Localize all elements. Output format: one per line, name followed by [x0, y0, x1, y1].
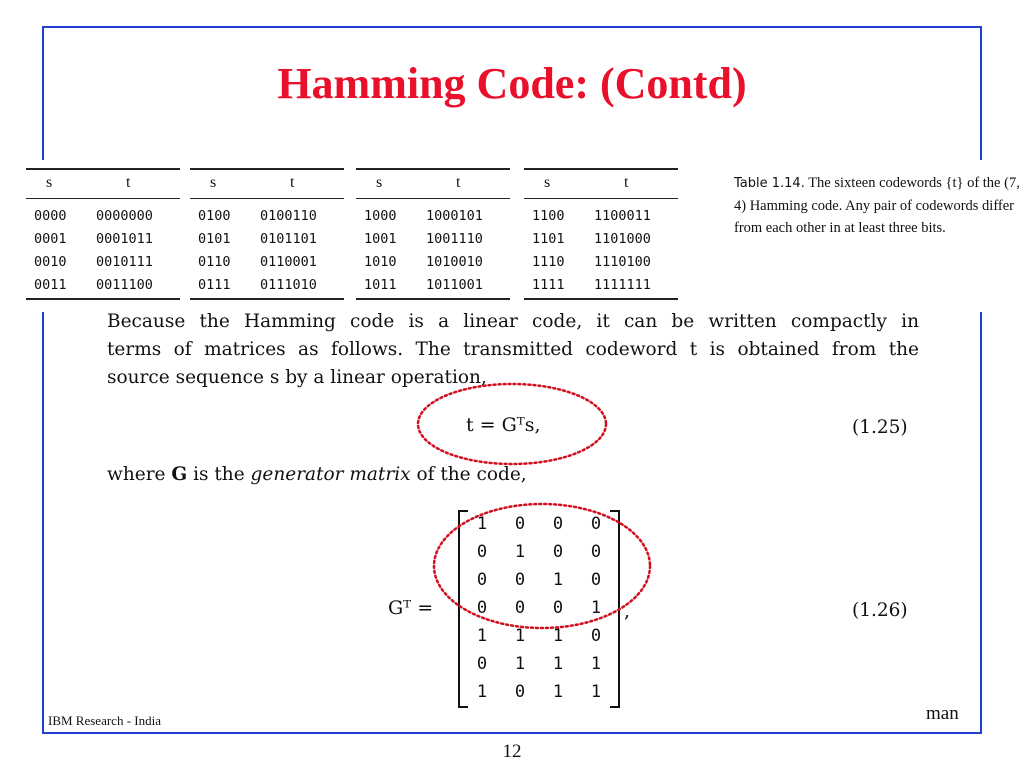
codeword-block	[356, 168, 510, 300]
table-rule	[190, 168, 344, 170]
matrix-cell: 1	[590, 654, 602, 674]
source-cell: 1111	[532, 277, 565, 293]
where-g: G	[171, 464, 188, 485]
equation-1: t = Gᵀs,	[466, 414, 541, 436]
codeword-cell: 0000000	[96, 208, 153, 224]
matrix-row	[472, 568, 608, 596]
source-cell: 0000	[34, 208, 67, 224]
column-header-s: s	[544, 174, 551, 191]
column-header-t: t	[126, 174, 131, 191]
codeword-cell: 0010111	[96, 254, 153, 270]
table-row	[524, 277, 678, 300]
matrix-cell: 1	[514, 626, 526, 646]
matrix-cell: 0	[590, 514, 602, 534]
where-mid: is the	[187, 464, 251, 485]
source-cell: 1010	[364, 254, 397, 270]
matrix-right-bracket	[610, 510, 620, 708]
codeword-cell: 0100110	[260, 208, 317, 224]
table-row	[26, 208, 180, 231]
table-row	[524, 254, 678, 277]
matrix-cell: 1	[552, 682, 564, 702]
matrix-comma: ,	[624, 600, 631, 622]
codeword-cell: 1001110	[426, 231, 483, 247]
codeword-cell: 1110100	[594, 254, 651, 270]
matrix-cell: 0	[476, 598, 488, 618]
table-row	[26, 254, 180, 277]
codeword-cell: 1011001	[426, 277, 483, 293]
table-rule	[356, 168, 510, 170]
codeword-rows	[356, 208, 510, 300]
codeword-cell: 0101101	[260, 231, 317, 247]
table-rule	[26, 168, 180, 170]
matrix-cell: 1	[590, 682, 602, 702]
equation-1-number: (1.25)	[852, 417, 908, 438]
matrix-cell: 0	[590, 570, 602, 590]
source-cell: 1110	[532, 254, 565, 270]
generator-matrix	[472, 512, 608, 708]
matrix-cell: 0	[514, 682, 526, 702]
column-header-t: t	[456, 174, 461, 191]
column-header-s: s	[46, 174, 53, 191]
table-row	[356, 231, 510, 254]
matrix-cell: 0	[514, 598, 526, 618]
table-row	[26, 277, 180, 300]
codeword-cell: 0111010	[260, 277, 317, 293]
matrix-cell: 1	[552, 654, 564, 674]
table-row	[524, 208, 678, 231]
matrix-cell: 1	[514, 542, 526, 562]
matrix-cell: 0	[476, 542, 488, 562]
where-suffix: of the code,	[410, 464, 527, 485]
equation-2-number: (1.26)	[852, 600, 908, 621]
matrix-cell: 0	[552, 514, 564, 534]
matrix-cell: 0	[514, 570, 526, 590]
codeword-cell: 0001011	[96, 231, 153, 247]
table-row	[26, 231, 180, 254]
matrix-label: Gᵀ =	[388, 597, 434, 619]
matrix-cell: 0	[590, 626, 602, 646]
matrix-cell: 1	[476, 682, 488, 702]
footer-right: man	[926, 703, 959, 724]
table-rule	[190, 198, 344, 199]
matrix-cell: 0	[552, 598, 564, 618]
table-row	[190, 208, 344, 231]
codeword-block	[524, 168, 678, 300]
matrix-cell: 0	[476, 654, 488, 674]
codeword-rows	[190, 208, 344, 300]
matrix-cell: 0	[552, 542, 564, 562]
matrix-row	[472, 624, 608, 652]
table-rule	[26, 198, 180, 199]
table-row	[524, 231, 678, 254]
codeword-cell: 1010010	[426, 254, 483, 270]
matrix-row	[472, 596, 608, 624]
source-cell: 0111	[198, 277, 231, 293]
where-prefix: where	[107, 464, 172, 485]
codeword-cell: 1101000	[594, 231, 651, 247]
table-caption	[734, 172, 1020, 239]
matrix-row	[472, 540, 608, 568]
matrix-left-bracket	[458, 510, 468, 708]
caption-text: The sixteen codewords {t} of the (7, 4) Hamming code. Any pair of codewords differ from each other in at least three bits.	[734, 175, 1020, 236]
matrix-cell: 1	[552, 570, 564, 590]
table-row	[190, 231, 344, 254]
matrix-cell: 1	[590, 598, 602, 618]
matrix-cell: 1	[476, 514, 488, 534]
paragraph-line: source sequence s by a linear operation,	[107, 367, 487, 388]
matrix-row	[472, 680, 608, 708]
matrix-cell: 0	[514, 514, 526, 534]
source-cell: 0001	[34, 231, 67, 247]
codeword-cell: 1100011	[594, 208, 651, 224]
codeword-cell: 1000101	[426, 208, 483, 224]
codeword-cell: 0110001	[260, 254, 317, 270]
page-number: 12	[502, 741, 522, 762]
caption-label: Table 1.14.	[734, 176, 805, 191]
where-sentence	[107, 464, 527, 485]
paragraph-line: Because the Hamming code is a linear code, it can be written compactly in	[107, 311, 919, 332]
table-rule	[524, 168, 678, 170]
source-cell: 0110	[198, 254, 231, 270]
column-header-t: t	[290, 174, 295, 191]
source-cell: 1100	[532, 208, 565, 224]
table-row	[356, 254, 510, 277]
codeword-cell: 1111111	[594, 277, 651, 293]
table-row	[190, 254, 344, 277]
where-italic: generator matrix	[250, 464, 411, 485]
table-rule	[356, 198, 510, 199]
codeword-block	[26, 168, 180, 300]
codeword-rows	[524, 208, 678, 300]
matrix-row	[472, 652, 608, 680]
source-cell: 1001	[364, 231, 397, 247]
source-cell: 0100	[198, 208, 231, 224]
table-row	[190, 277, 344, 300]
paragraph-line: terms of matrices as follows. The transmitted codeword t is obtained from the	[107, 339, 919, 360]
source-cell: 1101	[532, 231, 565, 247]
codeword-block	[190, 168, 344, 300]
body-paragraph	[107, 308, 919, 392]
matrix-cell: 1	[476, 626, 488, 646]
source-cell: 1011	[364, 277, 397, 293]
slide-title: Hamming Code: (Contd)	[277, 59, 747, 108]
codeword-cell: 0011100	[96, 277, 153, 293]
column-header-t: t	[624, 174, 629, 191]
matrix-cell: 1	[552, 626, 564, 646]
table-rule	[524, 198, 678, 199]
matrix-cell: 0	[590, 542, 602, 562]
matrix-cell: 0	[476, 570, 488, 590]
table-row	[356, 277, 510, 300]
matrix-cell: 1	[514, 654, 526, 674]
source-cell: 0011	[34, 277, 67, 293]
source-cell: 1000	[364, 208, 397, 224]
source-cell: 0010	[34, 254, 67, 270]
codeword-rows	[26, 208, 180, 300]
footer-left: IBM Research - India	[48, 713, 161, 728]
table-row	[356, 208, 510, 231]
column-header-s: s	[210, 174, 217, 191]
column-header-s: s	[376, 174, 383, 191]
matrix-row	[472, 512, 608, 540]
source-cell: 0101	[198, 231, 231, 247]
